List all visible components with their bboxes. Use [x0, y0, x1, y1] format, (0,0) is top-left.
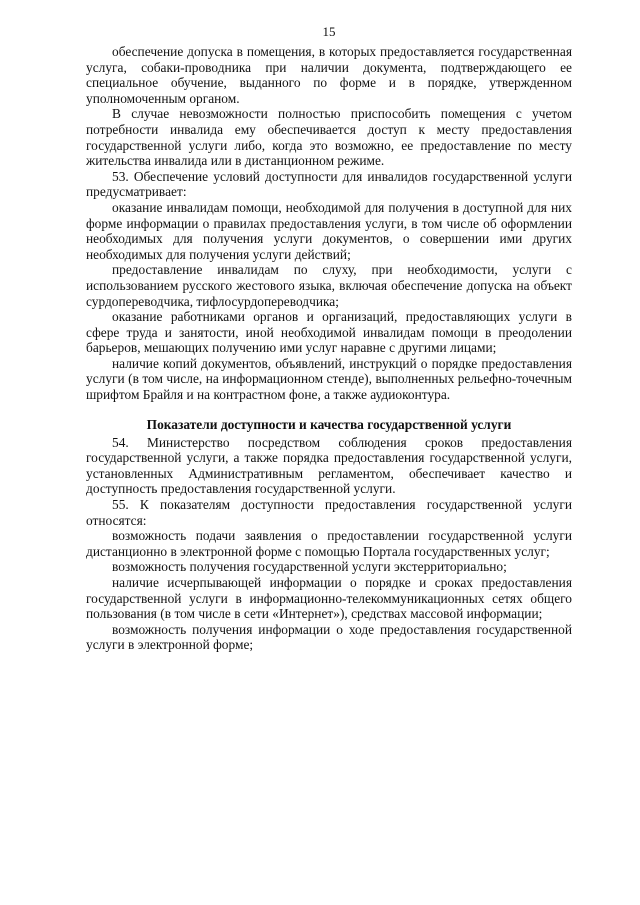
paragraph: возможность получения информации о ходе предоставления государственной услуги в электронной форме; — [86, 621, 572, 653]
paragraph: обеспечение допуска в помещения, в которых предоставляется государственная услуга, собаки-проводника при наличии документа, подтверждающего ее специальное обучение, выданного по форме и в порядке, утвержденном уполномоченным органом. — [86, 44, 572, 106]
paragraph-53: 53. Обеспечение условий доступности для инвалидов государственной услуги предусматривает: — [86, 168, 572, 200]
paragraph: оказание инвалидам помощи, необходимой для получения в доступной для них форме информации о правилах предоставления услуги, в том числе об оформлении необходимых для получения услуги документов, о совершении ими других необходимых для получения услуги действий; — [86, 199, 572, 262]
paragraph: наличие исчерпывающей информации о порядке и сроках предоставления государственной услуги в информационно-телекоммуникационных сетях общего пользования (в том числе в сети «Интернет»), средствах массовой информации; — [86, 575, 572, 622]
paragraph: возможность подачи заявления о предоставлении государственной услуги дистанционно в электронной форме с помощью Портала государственных услуг; — [86, 528, 572, 559]
section-heading: Показатели доступности и качества государственной услуги — [146, 416, 512, 432]
paragraph: возможность получения государственной услуги экстерриториально; — [112, 559, 507, 575]
paragraph-54: 54. Министерство посредством соблюдения сроков предоставления государственной услуги, а также порядка предоставления государственной услуги, установленных Административным регламентом, обеспечивает качество и доступность предоставления государственной услуги. — [86, 434, 572, 497]
document-body — [86, 44, 572, 653]
paragraph: предоставление инвалидам по слуху, при необходимости, услуги с использованием русского жестового языка, включая обеспечение допуска на объект сурдопереводчика, тифлосурдопереводчика; — [86, 262, 572, 309]
paragraph: наличие копий документов, объявлений, инструкций о порядке предоставления услуги (в том числе, на информационном стенде), выполненных рельефно-точечным шрифтом Брайля и на контрастном фоне, а также аудиоконтура. — [86, 355, 572, 403]
paragraph: В случае невозможности полностью приспособить помещения с учетом потребности инвалида ему обеспечивается доступ к месту предоставления государственной услуги либо, когда это возможно, ее предоставление по месту жительства инвалида или в дистанционном режиме. — [86, 106, 572, 169]
paragraph: оказание работниками органов и организаций, предоставляющих услуги в сфере труда и занятости, иной необходимой инвалидам помощи в преодолении барьеров, мешающих получению ими услуг наравне с другими лицами; — [86, 309, 572, 356]
paragraph-55: 55. К показателям доступности предоставления государственной услуги относятся: — [86, 497, 572, 528]
page-number: 15 — [322, 24, 336, 39]
